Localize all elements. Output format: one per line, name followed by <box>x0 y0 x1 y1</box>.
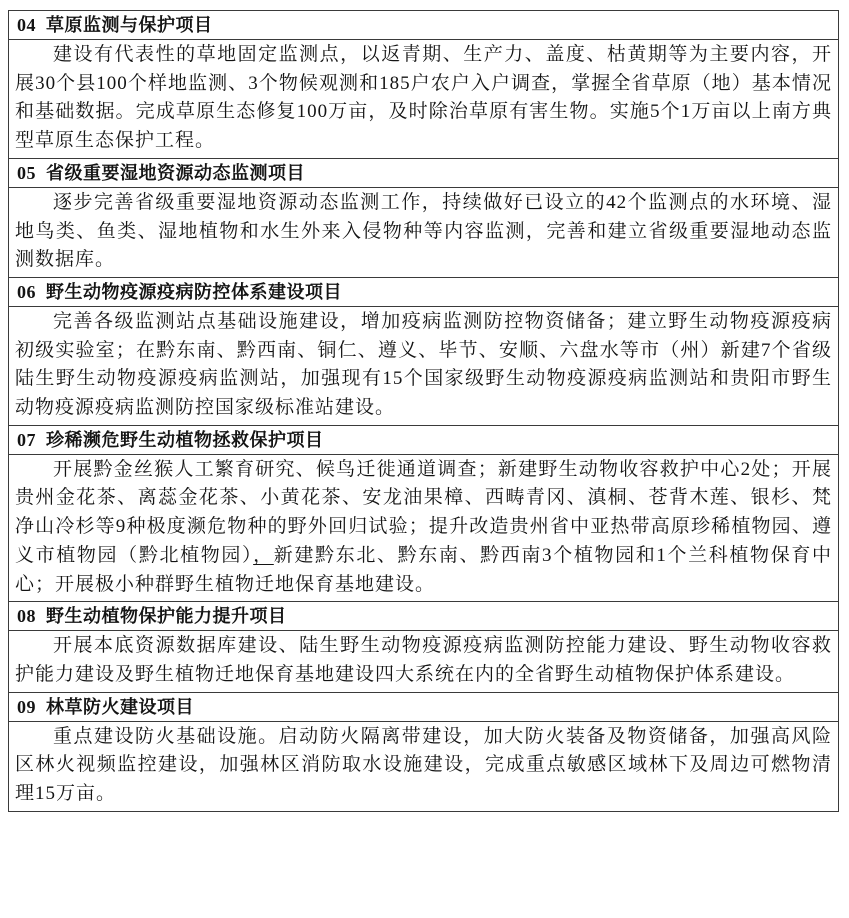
section-05-header <box>9 159 838 188</box>
section-09-header <box>9 693 838 722</box>
section-paragraph <box>15 723 832 809</box>
section-paragraph <box>15 189 832 275</box>
section-number: 07 <box>17 429 36 450</box>
section-07-body <box>9 455 838 603</box>
section-number: 08 <box>17 606 36 627</box>
section-04-body <box>9 40 838 159</box>
body-text: 建设有代表性的草地固定监测点，以返青期、生产力、盖度、枯黄期等为主要内容，开展30个县100个样地监测、3个物候观测和185户农户入户调查，掌握全省草原（地）基本情况和基础数据。完成草原生态修复100万亩，及时除治草原有害生物。实施5个1万亩以上南方典型草原生态保护工程。 <box>15 44 832 152</box>
section-title: 珍稀濒危野生动植物拯救保护项目 <box>46 429 324 450</box>
section-05-body <box>9 188 838 278</box>
body-text: 完善各级监测站点基础设施建设，增加疫病监测防控物资储备；建立野生动物疫源疫病初级实验室；在黔东南、黔西南、铜仁、遵义、毕节、安顺、六盘水等市（州）新建7个省级陆生野生动物疫源疫病监测站，加强现有15个国家级野生动物疫源疫病监测站和贵阳市野生动物疫源疫病监测防控国家级标准站建设。 <box>15 310 832 419</box>
body-text: 开展本底资源数据库建设、陆生野生动物疫源疫病监测防控能力建设、野生动物收容救护能力建设及野生植物迁地保育基地建设四大系统在内的全省野生动植物保护体系建设。 <box>15 635 832 685</box>
section-title: 草原监测与保护项目 <box>46 15 213 35</box>
section-number: 09 <box>17 696 36 717</box>
section-08-body <box>9 631 838 692</box>
section-06-body <box>9 307 838 426</box>
underlined-text: ， <box>253 544 274 566</box>
section-title: 省级重要湿地资源动态监测项目 <box>46 162 305 183</box>
projects-table <box>8 10 839 812</box>
section-06-header <box>9 278 838 307</box>
section-number: 04 <box>17 15 36 35</box>
section-number: 05 <box>17 162 36 183</box>
section-08-header <box>9 602 838 631</box>
section-07-header <box>9 426 838 455</box>
body-text: 开展黔金丝猴人工繁育研究、候鸟迁徙通道调查；新建野生动物收容救护中心2处；开展贵州金花茶、离蕊金花茶、小黄花茶、安龙油果樟、西畴青冈、滇桐、苍背木莲、银杉、梵净山冷杉等9种极度濒危物种的野外回归试验；提升改造贵州省中亚热带高原珍稀植物园、遵义市植物园（黔北植物园） <box>15 458 832 566</box>
body-text: 重点建设防火基础设施。启动防火隔离带建设，加大防火装备及物资储备，加强高风险区林火视频监控建设，加强林区消防取水设施建设，完成重点敏感区域林下及周边可燃物清理15万亩。 <box>15 725 832 805</box>
section-paragraph <box>15 456 832 600</box>
section-09-body <box>9 722 838 811</box>
section-paragraph <box>15 41 832 156</box>
section-title: 野生动植物保护能力提升项目 <box>46 606 287 627</box>
section-paragraph <box>15 632 832 689</box>
section-title: 野生动物疫源疫病防控体系建设项目 <box>46 281 342 302</box>
section-04-header <box>9 11 838 40</box>
section-title: 林草防火建设项目 <box>46 696 194 717</box>
body-text: 新建黔东北、黔东南、黔西南3个植物园和1个兰科植物保育中心；开展极小种群野生植物迁地保育基地建设。 <box>15 544 832 595</box>
section-number: 06 <box>17 281 36 302</box>
section-paragraph <box>15 308 832 423</box>
body-text: 逐步完善省级重要湿地资源动态监测工作，持续做好已设立的42个监测点的水环境、湿地鸟类、鱼类、湿地植物和水生外来入侵物种等内容监测，完善和建立省级重要湿地动态监测数据库。 <box>15 191 832 271</box>
